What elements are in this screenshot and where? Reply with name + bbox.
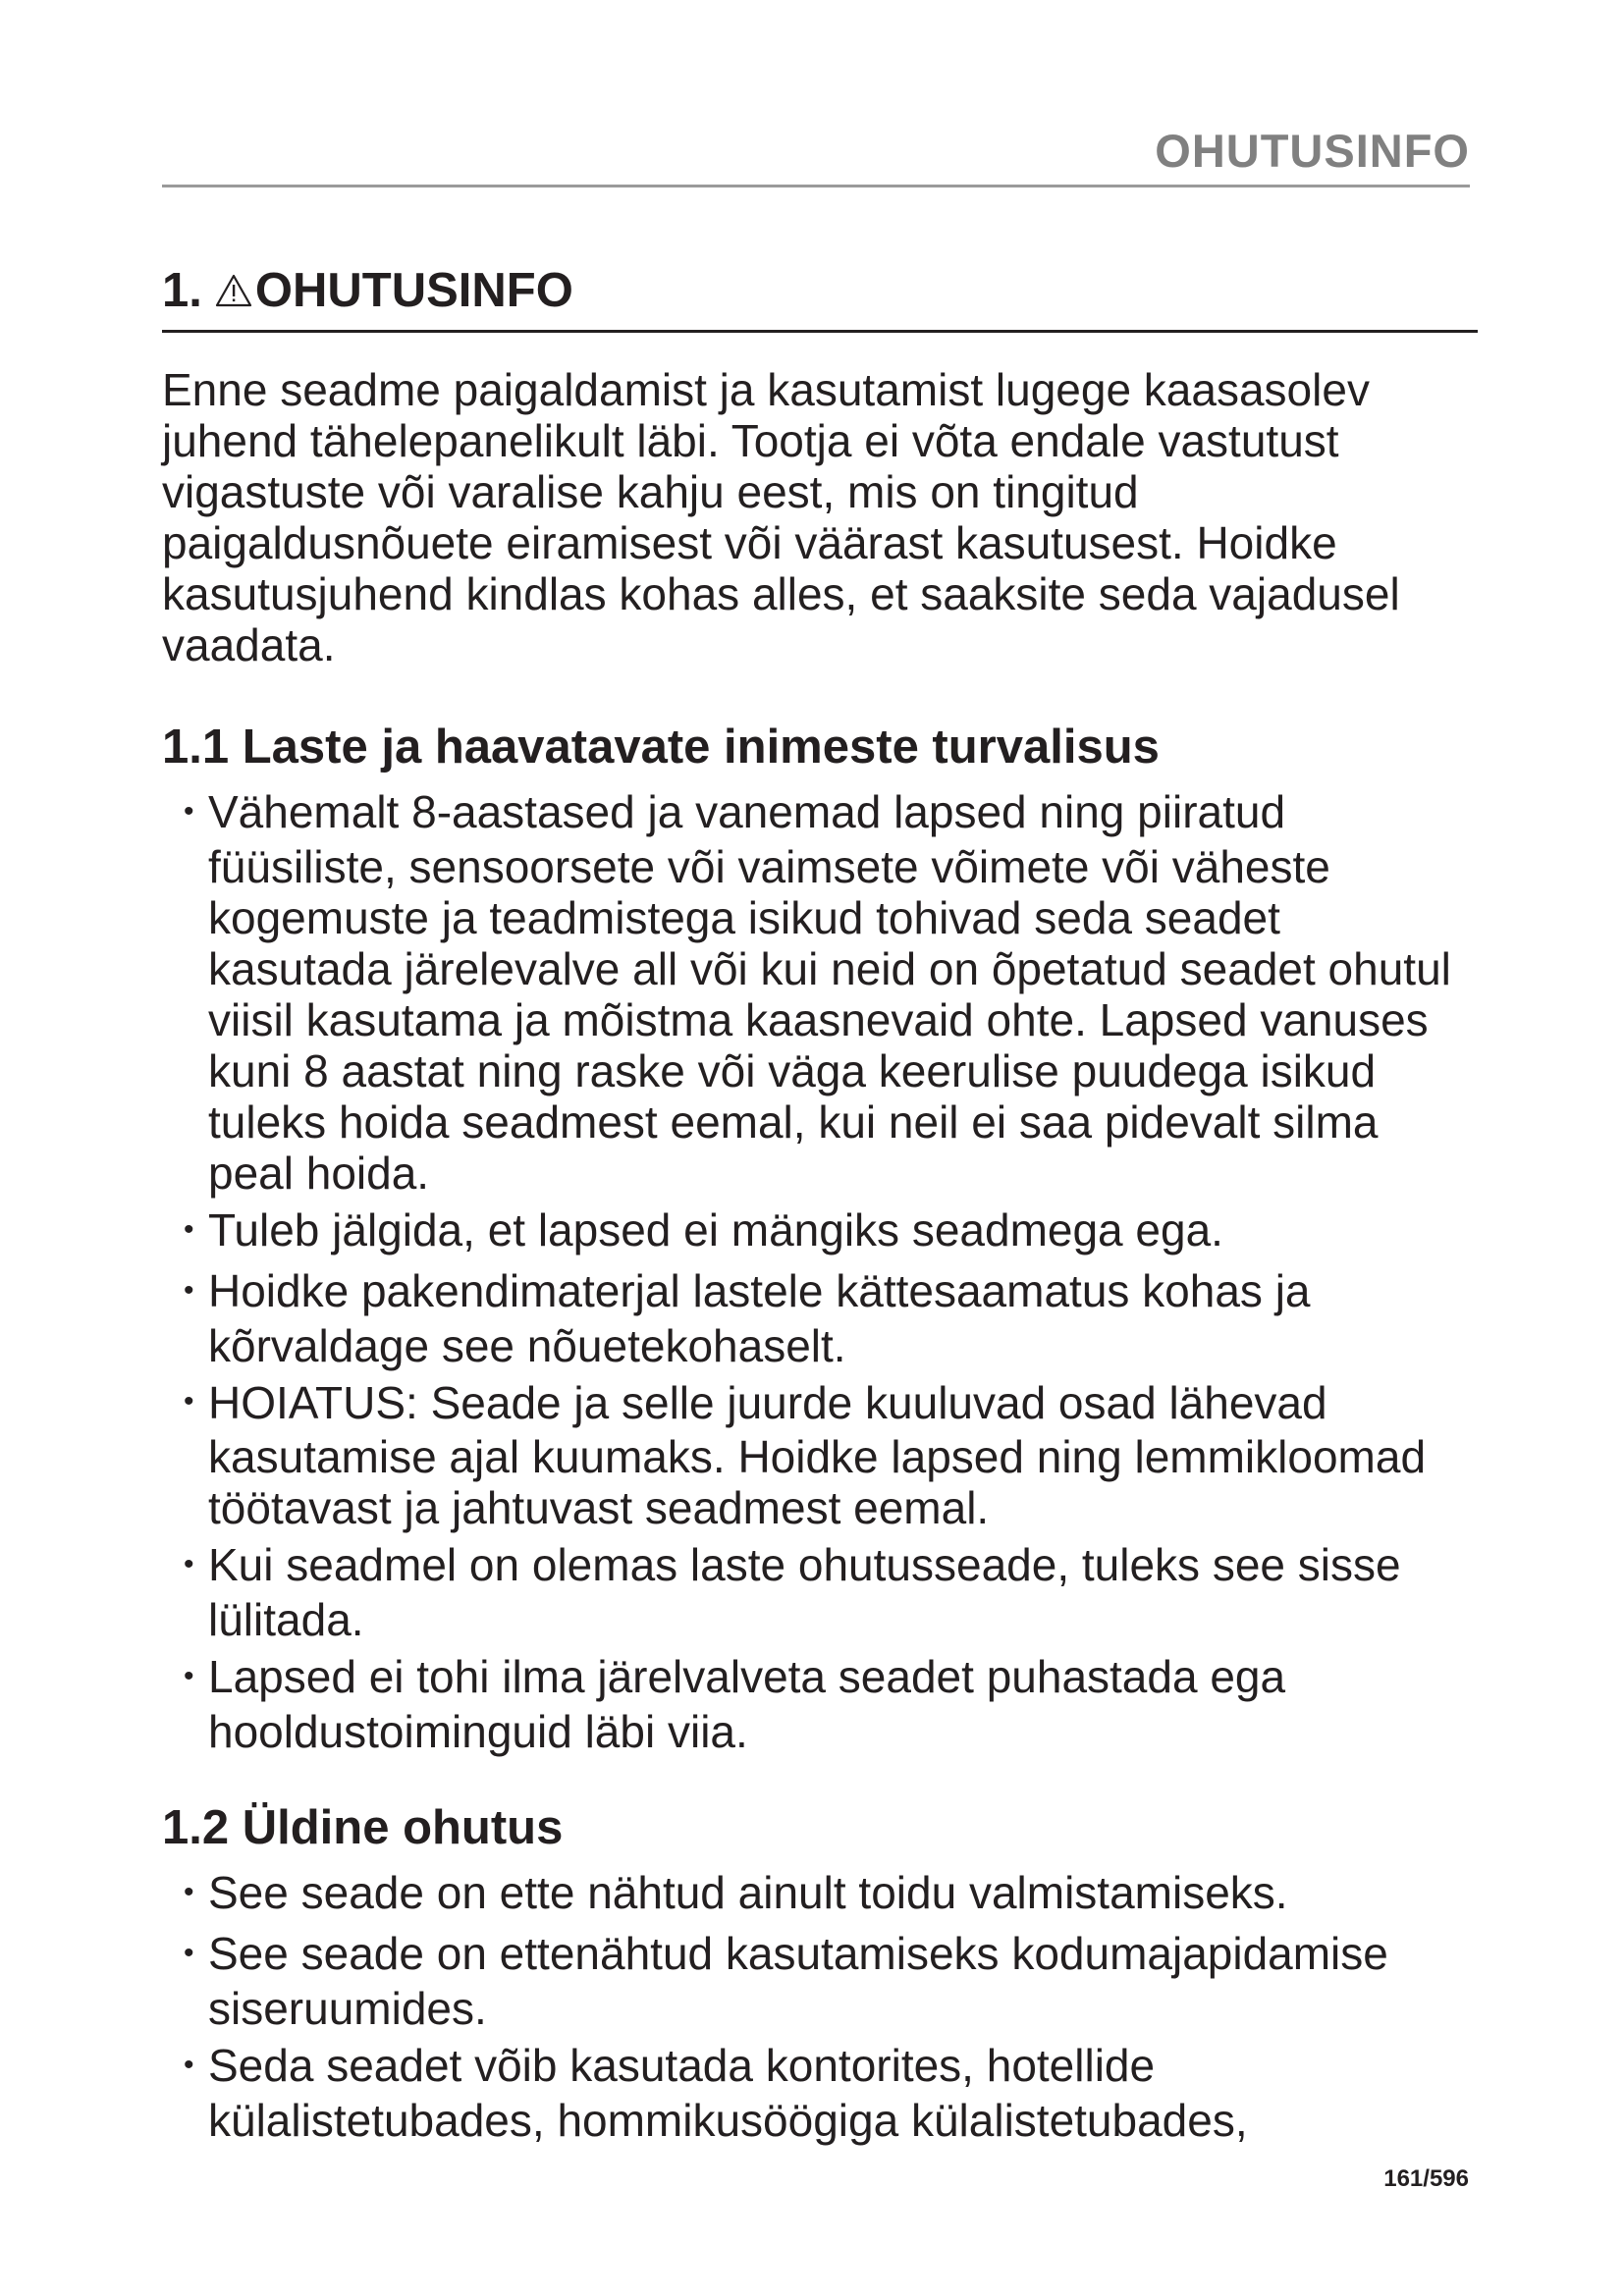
- list-item: • See seade on ettenähtud kasutamiseks kodumajapidamise siseruumides.: [184, 1927, 1388, 2034]
- bullet-icon: •: [184, 1273, 194, 1307]
- list-item: • Lapsed ei tohi ilma järelvalveta seadet puhastada ega hooldustoiminguid läbi viia.: [184, 1651, 1286, 1758]
- intro-paragraph: Enne seadme paigaldamist ja kasutamist lugege kaasasolev juhend tähelepanelikult läbi. Tootja ei võta endale vastutust vigastuste või varalise kahju eest, mis on tingitud paigaldusnõuete eiramisest või väärast kasutusest. Hoidke kasutusjuhend kindlas kohas alles, et saaksite seda vajadusel vaadata.: [162, 364, 1400, 670]
- chapter-divider: [162, 330, 1478, 333]
- page-number: 161/596: [1383, 2165, 1469, 2192]
- general-safety-list: [162, 1867, 1473, 2146]
- list-item: • See seade on ette nähtud ainult toidu valmistamiseks.: [184, 1867, 1288, 1919]
- bullet-icon: •: [184, 1548, 194, 1581]
- header-divider: [162, 185, 1470, 187]
- list-item: • Seda seadet võib kasutada kontorites, hotellide külalistetubades, hommikusöögiga külalistetubades,: [184, 2039, 1248, 2146]
- page-content: [162, 257, 1478, 2152]
- list-item: • Vähemalt 8-aastased ja vanemad lapsed ning piiratud füüsiliste, sensoorsete või vaimsete võimete või väheste kogemuste ja teadmistega isikud tohivad seda seadet kasutada järelevalve all või kui neid on õpetatud seadet ohutul viisil kasutama ja mõistma kaasnevaid ohte. Lapsed vanuses kuni 8 aastat ning raske või väga keerulise puudega isikud tuleks hoida seadmest eemal, kui neil ei saa pidevalt silma peal hoida.: [184, 786, 1451, 1199]
- list-item: • HOIATUS: Seade ja selle juurde kuuluvad osad lähevad kasutamise ajal kuumaks. Hoidke lapsed ning lemmikloomad töötavast ja jahtuvast seadmest eemal.: [184, 1376, 1427, 1534]
- section-title-child-safety: 1.1 Laste ja haavatavate inimeste turvalisus: [162, 721, 1160, 774]
- bullet-icon: •: [184, 1936, 194, 1969]
- chapter-number: 1.: [162, 264, 202, 317]
- bullet-icon: •: [184, 794, 194, 828]
- list-item: • Tuleb jälgida, et lapsed ei mängiks seadmega ega.: [184, 1203, 1223, 1255]
- bullet-icon: •: [184, 2048, 194, 2081]
- chapter-title: [162, 257, 1478, 324]
- bullet-icon: •: [184, 1212, 194, 1246]
- warning-triangle-icon: [214, 273, 253, 308]
- running-header-title: OHUTUSINFO: [1155, 125, 1470, 177]
- section-title-general-safety: 1.2 Üldine ohutus: [162, 1801, 564, 1855]
- list-item: • Hoidke pakendimaterjal lastele kättesaamatus kohas ja kõrvaldage see nõuetekohaselt.: [184, 1264, 1311, 1371]
- bullet-icon: •: [184, 1660, 194, 1693]
- child-safety-list: [162, 786, 1473, 1757]
- chapter-title-text: OHUTUSINFO: [254, 264, 573, 317]
- bullet-icon: •: [184, 1385, 194, 1418]
- list-item: • Kui seadmel on olemas laste ohutusseade, tuleks see sisse lülitada.: [184, 1539, 1401, 1646]
- bullet-icon: •: [184, 1875, 194, 1908]
